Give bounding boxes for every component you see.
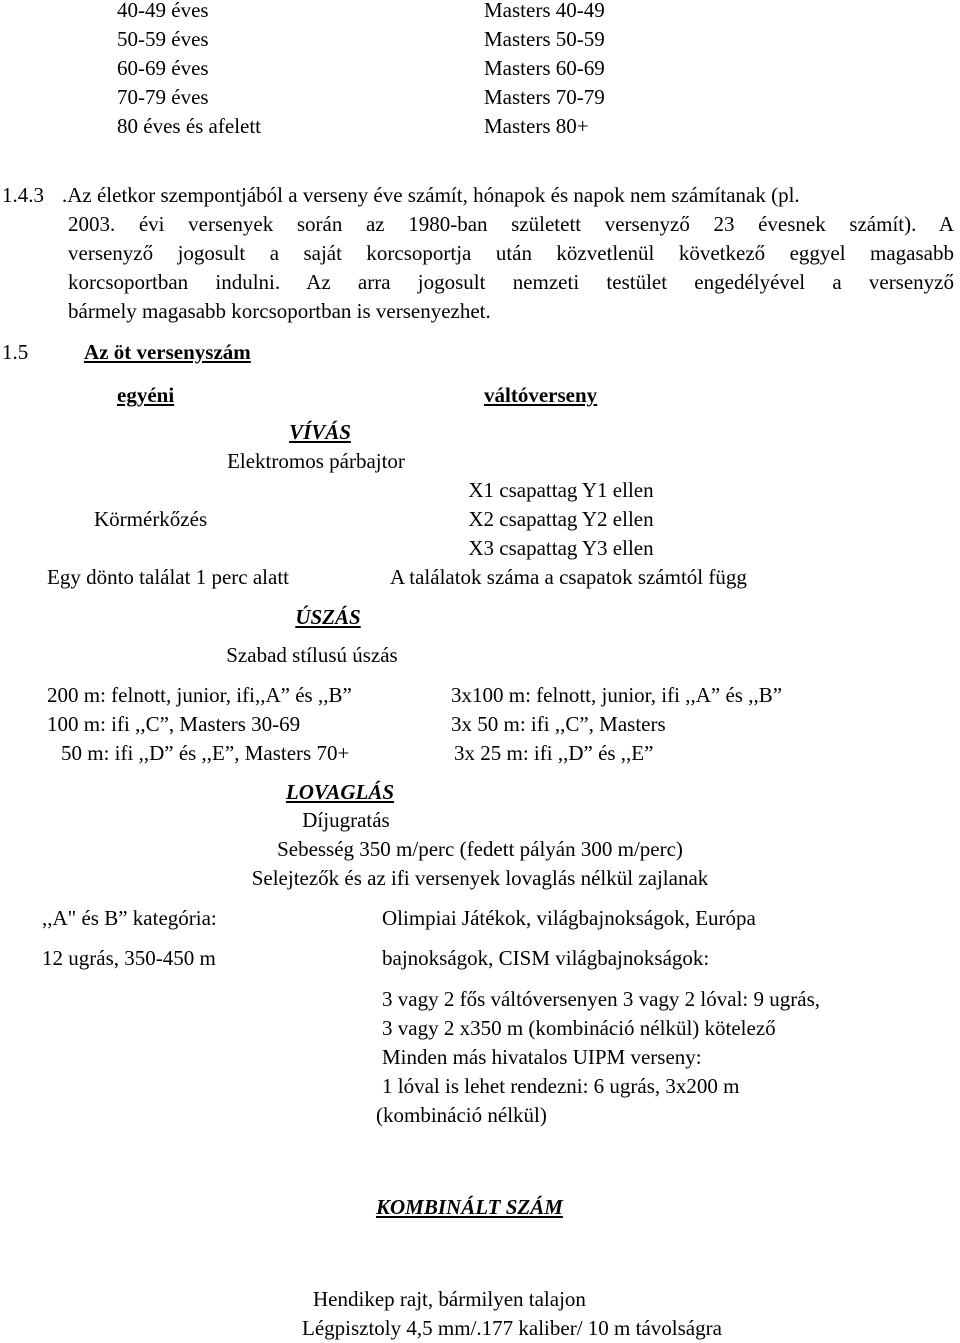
- age-label: 60-69 éves: [117, 56, 209, 80]
- age-category: Masters 80+: [484, 114, 589, 138]
- riding-category-label: ,,A" és B” kategória:: [42, 906, 217, 930]
- riding-rule-line: (kombináció nélkül): [376, 1103, 547, 1127]
- paragraph-line: .Az életkor szempontjából a verseny éve számít, hónapok és napok nem számítanak (pl.: [62, 183, 800, 207]
- riding-rule-line: 3 vagy 2 fős váltóversenyen 3 vagy 2 lóval: 9 ugrás,: [382, 987, 820, 1011]
- paragraph-line: korcsoportban indulni. Az arra jogosult nemzeti testület engedélyével a versenyző: [68, 270, 954, 294]
- age-category: Masters 70-79: [484, 85, 605, 109]
- section-number: 1.5: [2, 340, 29, 364]
- swimming-relay-line: 3x100 m: felnott, junior, ifi ,,A” és ,,B”: [451, 683, 783, 707]
- combined-heading: KOMBINÁLT SZÁM: [376, 1195, 563, 1219]
- fencing-relay-rule: A találatok száma a csapatok számtól függ: [390, 565, 747, 589]
- combined-line: Hendikep rajt, bármilyen talajon: [313, 1287, 586, 1311]
- riding-rule-line: Minden más hivatalos UIPM verseny:: [382, 1045, 702, 1069]
- age-category: Masters 50-59: [484, 27, 605, 51]
- riding-line: Sebesség 350 m/perc (fedett pályán 300 m/perc): [277, 837, 683, 861]
- paragraph-line: 2003. évi versenyek során az 1980-ban született versenyző 23 évesnek számít). A: [68, 212, 954, 236]
- paragraph-line: versenyző jogosult a saját korcsoportja után közvetlenül következő eggyel magasabb: [68, 241, 954, 265]
- riding-heading: LOVAGLÁS: [285, 780, 395, 804]
- fencing-individual-format: Körmérkőzés: [94, 507, 208, 531]
- riding-line: Selejtezők és az ifi versenyek lovaglás nélkül zajlanak: [251, 866, 709, 890]
- fencing-individual-rule: Egy dönto találat 1 perc alatt: [47, 565, 289, 589]
- swimming-individual-line: 100 m: ifi ,,C”, Masters 30-69: [47, 712, 301, 736]
- combined-line: Légpisztoly 4,5 mm/.177 kaliber/ 10 m távolságra: [302, 1316, 722, 1340]
- section-number: 1.4.3: [2, 183, 44, 207]
- riding-rule-line: 3 vagy 2 x350 m (kombináció nélkül) kötelező: [382, 1016, 776, 1040]
- section-title: Az öt versenyszám: [84, 340, 251, 364]
- swimming-relay-line: 3x 50 m: ifi ,,C”, Masters: [451, 712, 666, 736]
- riding-events-line: Olimpiai Játékok, világbajnokságok, Európa: [382, 906, 756, 930]
- column-heading-relay: váltóverseny: [484, 383, 598, 407]
- riding-events-line: bajnokságok, CISM világbajnokságok:: [382, 946, 710, 970]
- riding-line: Díjugratás: [302, 808, 390, 832]
- age-category: Masters 40-49: [484, 0, 605, 22]
- relay-match: X1 csapattag Y1 ellen: [468, 478, 654, 502]
- age-label: 70-79 éves: [117, 85, 209, 109]
- swimming-heading: ÚSZÁS: [295, 605, 361, 629]
- fencing-heading: VÍVÁS: [289, 420, 351, 444]
- swimming-individual-line: 50 m: ifi ,,D” és ,,E”, Masters 70+: [61, 741, 350, 765]
- fencing-subtitle: Elektromos párbajtor: [227, 449, 405, 473]
- swimming-individual-line: 200 m: felnott, junior, ifi,,A” és ,,B”: [47, 683, 352, 707]
- riding-rule-line: 1 lóval is lehet rendezni: 6 ugrás, 3x200 m: [382, 1074, 740, 1098]
- swimming-relay-line: 3x 25 m: ifi ,,D” és ,,E”: [454, 741, 654, 765]
- relay-match: X2 csapattag Y2 ellen: [468, 507, 654, 531]
- column-heading-individual: egyéni: [117, 383, 175, 407]
- age-label: 80 éves és afelett: [117, 114, 262, 138]
- relay-match: X3 csapattag Y3 ellen: [468, 536, 654, 560]
- age-category: Masters 60-69: [484, 56, 605, 80]
- riding-category-value: 12 ugrás, 350-450 m: [42, 946, 216, 970]
- paragraph-line: bármely magasabb korcsoportban is versenyezhet.: [68, 299, 491, 323]
- swimming-subtitle: Szabad stílusú úszás: [226, 643, 398, 667]
- age-label: 50-59 éves: [117, 27, 209, 51]
- age-label: 40-49 éves: [117, 0, 209, 22]
